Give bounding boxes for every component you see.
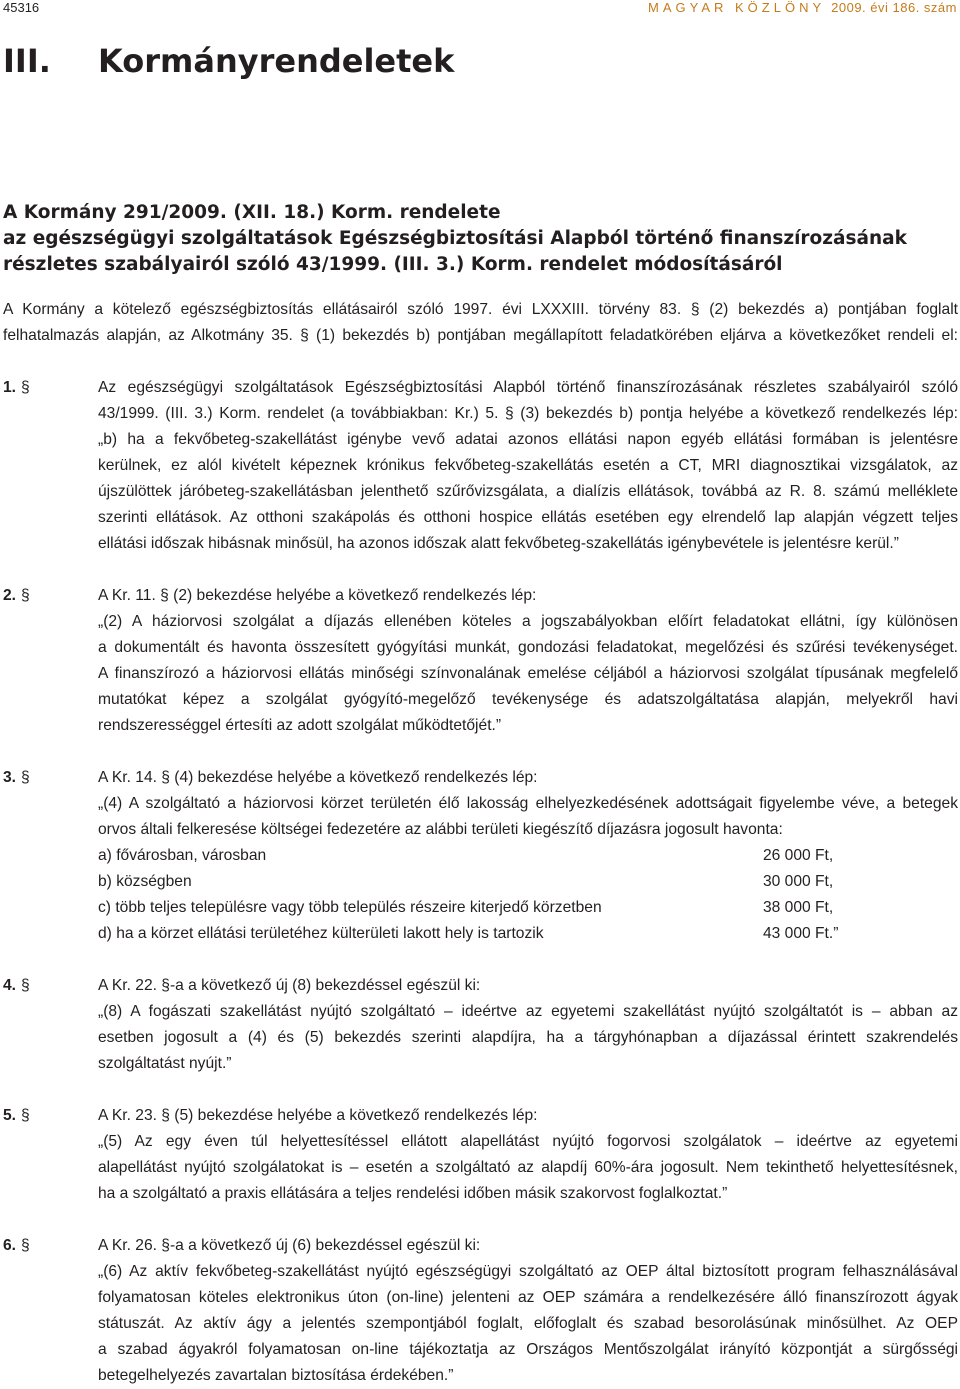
fee-amount: 26 000 Ft, xyxy=(763,847,834,864)
paragraph-line: újszülöttek járóbeteg-szakellátásban jelenthető szűrővizsgálata, a dialízis ellátások, továbbá az R. 8. számú melléklete xyxy=(98,483,958,500)
section-symbol: § xyxy=(21,977,30,994)
fee-row xyxy=(98,843,958,869)
section-symbol: § xyxy=(21,1107,30,1124)
paragraph-5 xyxy=(3,1103,958,1207)
decree-title-line: részletes szabályairól szóló 43/1999. (III. 3.) Korm. rendelet módosításáról xyxy=(3,254,783,275)
preamble-line: A Kormány a kötelező egészségbiztosítás ellátásairól szóló 1997. évi LXXXIII. törvény 83. § (2) bekezdés a) pontjában foglalt xyxy=(3,301,958,318)
paragraph-line: a szabad ágyakról folyamatosan on-line tájékoztatja az Országos Mentőszolgálat irányító központját a sürgősségi xyxy=(98,1341,958,1358)
paragraph-number: 4. xyxy=(3,977,17,994)
paragraph-line: ellátási időszak hibásnak minősül, ha azonos időszak alatt fekvőbeteg-szakellátás igénybevétele is jelentésre kerül.” xyxy=(98,535,899,552)
decree-title-line: az egészségügyi szolgáltatások Egészségbiztosítási Alapból történő finanszírozásának xyxy=(3,228,907,249)
paragraph-body xyxy=(98,375,958,557)
paragraph-line: betegelhelyezés zavartalan biztosítása érdekében.” xyxy=(98,1367,454,1384)
paragraph-line: A Kr. 11. § (2) bekezdése helyébe a következő rendelkezés lép: xyxy=(98,587,537,604)
paragraph-line: státuszát. Az aktív ágy a jelentés szempontjából foglalt, előfoglalt és szabad besorolásúnak minősülhet. Az OEP xyxy=(98,1315,958,1332)
section-symbol: § xyxy=(21,379,30,396)
preamble-line: felhatalmazás alapján, az Alkotmány 35. § (1) bekezdés b) pontjában megállapított feladatkörében eljárva a következőket rendeli el: xyxy=(3,327,958,344)
paragraph-body xyxy=(98,1233,958,1389)
paragraph-3 xyxy=(3,765,958,947)
page-number: 45316 xyxy=(3,0,40,15)
section-title: Kormányrendeletek xyxy=(98,42,455,80)
paragraph-line: „(4) A szolgáltató a háziorvosi körzet területén élő lakosság elhelyezkedésének adottságait figyelembe véve, a betegek xyxy=(98,795,958,812)
paragraph-number: 2. xyxy=(3,587,17,604)
paragraph-1 xyxy=(3,375,958,557)
paragraph-6 xyxy=(3,1233,958,1389)
fee-row xyxy=(98,921,958,947)
issue-number: 2009. évi 186. szám xyxy=(831,0,957,15)
paragraph-line: orvos általi felkeresése költségei fedezetére az alábbi területi kiegészítő díjazásra jogosult havonta: xyxy=(98,821,783,838)
paragraph-line: ha a szolgáltató a praxis ellátására a teljes rendelési időben másik szakorvost foglalkoztat.” xyxy=(98,1185,728,1202)
paragraph-2 xyxy=(3,583,958,739)
paragraph-line: szerinti ellátások. Az otthoni szakápolás és otthoni hospice ellátás esetében egy elrendelő lap alapján végzett teljes xyxy=(98,509,958,526)
paragraph-line: A Kr. 22. §-a a következő új (8) bekezdéssel egészül ki: xyxy=(98,977,481,994)
paragraph-body xyxy=(98,765,958,947)
paragraph-line: A Kr. 14. § (4) bekezdése helyébe a következő rendelkezés lép: xyxy=(98,769,538,786)
fee-amount: 30 000 Ft, xyxy=(763,873,834,890)
paragraph-body xyxy=(98,973,958,1077)
paragraph-line: „(6) Az aktív fekvőbeteg-szakellátást nyújtó egészségügyi szolgáltató az OEP által biztosított program felhasználásával xyxy=(98,1263,958,1280)
fee-amount: 43 000 Ft.” xyxy=(763,925,839,942)
paragraph-line: szolgáltatást nyújt.” xyxy=(98,1055,232,1072)
journal-name: MAGYAR KÖZLÖNY xyxy=(648,0,826,15)
section-symbol: § xyxy=(21,587,30,604)
paragraph-line: alapellátást nyújtó szolgálatokat is – esetén a szolgáltató az alapdíj 60%-ára jogosult. Nem tekinthető helyettesítésnek, xyxy=(98,1159,958,1176)
paragraph-line: A Kr. 23. § (5) bekezdése helyébe a következő rendelkezés lép: xyxy=(98,1107,538,1124)
paragraph-body xyxy=(98,1103,958,1207)
paragraph-line: Az egészségügyi szolgáltatások Egészségbiztosítási Alapból történő finanszírozásának részletes szabályairól szóló xyxy=(98,379,958,396)
fee-amount: 38 000 Ft, xyxy=(763,899,834,916)
paragraph-line: „b) ha a fekvőbeteg-szakellátást igénybe vevő adatai azonos ellátási napon egyéb ellátási formában is jelentésre xyxy=(98,431,958,448)
decree-title xyxy=(3,200,957,278)
fee-row xyxy=(98,869,958,895)
paragraph-line: A finanszírozó a háziorvosi ellátás minőségi színvonalának emelése céljából a háziorvosi szolgálat típusának megfelelő xyxy=(98,665,958,682)
paragraph-line: 43/1999. (III. 3.) Korm. rendelet (a továbbiakban: Kr.) 5. § (3) bekezdés b) pontja helyébe a következő rendelkezés lép: xyxy=(98,405,958,422)
fee-label: b) községben xyxy=(98,873,192,890)
section-symbol: § xyxy=(21,769,30,786)
paragraph-number: 5. xyxy=(3,1107,17,1124)
paragraph-line: a dokumentált és havonta összesített gyógyítási munkát, gondozási feladatokat, megelőzési és szűrési tevékenységet. xyxy=(98,639,958,656)
fee-label: d) ha a körzet ellátási területéhez külterületi lakott hely is tartozik xyxy=(98,925,544,942)
paragraph-line: kerülnek, ez alól kivételt képeznek krónikus fekvőbeteg-szakellátás esetén a CT, MRI diagnosztikai vizsgálatok, az xyxy=(98,457,958,474)
page-header xyxy=(3,0,957,15)
paragraph-body xyxy=(98,583,958,739)
paragraph-line: esetben jogosult a (4) és (5) bekezdés szerinti alapdíjra, ha a tárgyhónapban a díjazással érintett szakrendelés xyxy=(98,1029,958,1046)
fee-label: c) több teljes településre vagy több település részeire kiterjedő körzetben xyxy=(98,899,602,916)
paragraph-line: A Kr. 26. §-a a következő új (6) bekezdéssel egészül ki: xyxy=(98,1237,481,1254)
paragraph-4 xyxy=(3,973,958,1077)
paragraph-line: folyamatosan köteles elektronikus úton (on-line) jelenteni az OEP számára a rendelkezésére álló finanszírozott ágyak xyxy=(98,1289,958,1306)
paragraph-number: 1. xyxy=(3,379,17,396)
paragraph-line: „(8) A fogászati szakellátást nyújtó szolgáltató – ideértve az egyetemi szakellátást nyújtó szolgáltatót is – abban az xyxy=(98,1003,958,1020)
paragraph-line: „(2) A háziorvosi szolgálat a díjazás ellenében köteles a jogszabályokban előírt feladatokat ellátni, így különösen xyxy=(98,613,958,630)
section-number: III. xyxy=(3,42,51,80)
decree-title-line: A Kormány 291/2009. (XII. 18.) Korm. rendelete xyxy=(3,202,501,223)
fee-row xyxy=(98,895,958,921)
paragraph-line: mutatókat képez a szolgálat gyógyító-megelőző tevékenysége és adatszolgáltatása alapján, melyekről havi xyxy=(98,691,958,708)
paragraph-number: 3. xyxy=(3,769,17,786)
section-symbol: § xyxy=(21,1237,30,1254)
paragraph-line: „(5) Az egy éven túl helyettesítéssel ellátott alapellátást nyújtó fogorvosi szolgálatok – ideértve az egyetemi xyxy=(98,1133,958,1150)
paragraph-number: 6. xyxy=(3,1237,17,1254)
journal-masthead xyxy=(648,0,957,15)
paragraph-line: rendszerességgel értesíti az adott szolgálat működtetőjét.” xyxy=(98,717,502,734)
fee-label: a) fővárosban, városban xyxy=(98,847,267,864)
preamble xyxy=(3,297,958,349)
